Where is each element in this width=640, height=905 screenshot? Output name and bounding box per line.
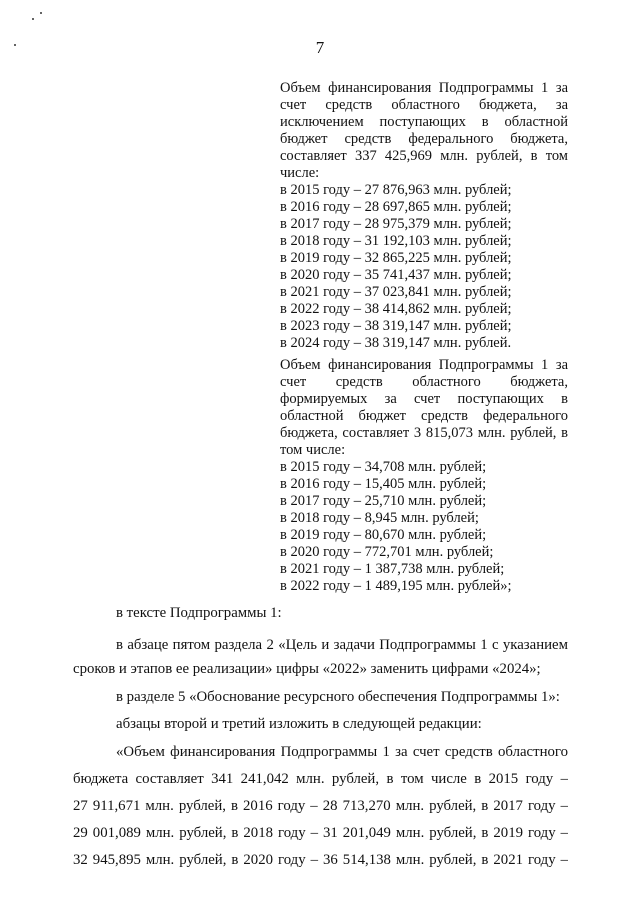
year-item: в 2019 году – 80,670 млн. рублей; xyxy=(280,527,487,543)
year-item: в 2019 году – 32 865,225 млн. рублей; xyxy=(280,250,512,266)
paragraph-new-wording-line: бюджета составляет 341 241,042 млн. рублей, в том числе в 2015 году – xyxy=(73,771,568,787)
paragraph-text-of-subprogram: в тексте Подпрограммы 1: xyxy=(116,605,282,621)
year-item: в 2016 году – 28 697,865 млн. рублей; xyxy=(280,199,512,215)
year-item: в 2018 году – 31 192,103 млн. рублей; xyxy=(280,233,512,249)
year-item: в 2015 году – 34,708 млн. рублей; xyxy=(280,459,487,475)
year-item: в 2021 году – 37 023,841 млн. рублей; xyxy=(280,284,512,300)
paragraph-section-2: в абзаце пятом раздела 2 «Цель и задачи Подпрограммы 1 с указанием xyxy=(116,637,568,653)
year-list xyxy=(280,459,568,595)
funding-intro: Объем финансирования Подпрограммы 1 за счет средств областного бюджета, формируемых за счет поступающих в областной бюджет средств федерального бюджета, составляет 3 815,073 млн. рублей, в том числе: xyxy=(280,357,568,458)
year-item: в 2017 году – 28 975,379 млн. рублей; xyxy=(280,216,512,232)
funding-intro: Объем финансирования Подпрограммы 1 за счет средств областного бюджета, за исключением поступающих в областной бюджет средств федерального бюджета, составляет 337 425,969 млн. рублей, в том числе: xyxy=(280,80,568,181)
paragraph-new-wording: «Объем финансирования Подпрограммы 1 за счет средств областного xyxy=(116,744,568,760)
year-item: в 2022 году – 38 414,862 млн. рублей; xyxy=(280,301,512,317)
paragraph-new-wording-line: 32 945,895 млн. рублей, в 2020 году – 36 514,138 млн. рублей, в 2021 году – xyxy=(73,852,568,868)
year-item: в 2015 году – 27 876,963 млн. рублей; xyxy=(280,182,512,198)
paragraph-new-wording-line: 27 911,671 млн. рублей, в 2016 году – 28 713,270 млн. рублей, в 2017 году – xyxy=(73,798,568,814)
year-item: в 2020 году – 772,701 млн. рублей; xyxy=(280,544,494,560)
paragraph-edit-instruction: абзацы второй и третий изложить в следующей редакции: xyxy=(116,716,482,732)
paragraph-section-5: в разделе 5 «Обоснование ресурсного обеспечения Подпрограммы 1»: xyxy=(116,689,560,705)
paragraph-new-wording-line: 29 001,089 млн. рублей, в 2018 году – 31 201,049 млн. рублей, в 2019 году – xyxy=(73,825,568,841)
year-item: в 2023 году – 38 319,147 млн. рублей; xyxy=(280,318,512,334)
year-item: в 2016 году – 15,405 млн. рублей; xyxy=(280,476,487,492)
year-item: в 2024 году – 38 319,147 млн. рублей. xyxy=(280,335,512,351)
year-item: в 2020 году – 35 741,437 млн. рублей; xyxy=(280,267,512,283)
paragraph-section-2-cont: сроков и этапов ее реализации» цифры «2022» заменить цифрами «2024»; xyxy=(73,661,541,677)
year-item: в 2021 году – 1 387,738 млн. рублей; xyxy=(280,561,505,577)
year-item: в 2022 году – 1 489,195 млн. рублей»; xyxy=(280,578,512,594)
year-item: в 2018 году – 8,945 млн. рублей; xyxy=(280,510,479,526)
subprogram-funding-block-2 xyxy=(280,357,568,595)
subprogram-funding-block-1 xyxy=(280,80,568,352)
page-number: 7 xyxy=(315,38,325,57)
year-item: в 2017 году – 25,710 млн. рублей; xyxy=(280,493,487,509)
year-list xyxy=(280,182,568,352)
